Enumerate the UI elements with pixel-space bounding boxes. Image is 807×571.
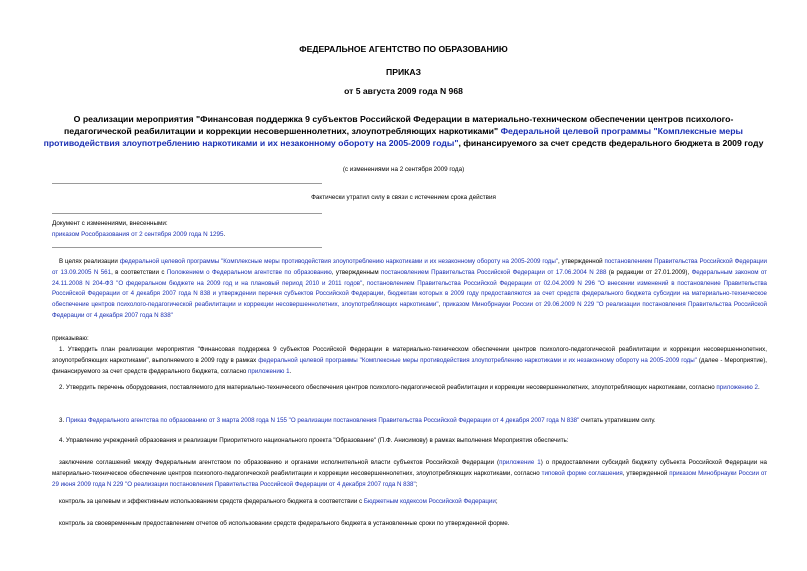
preamble-text: В целях реализации (59, 258, 120, 265)
p5-text: ; (415, 480, 418, 488)
divider-bottom (52, 247, 322, 248)
preamble-text: , (362, 279, 367, 287)
document-type: ПРИКАЗ (386, 67, 421, 77)
p5-link[interactable]: типовой форме соглашения (541, 469, 623, 477)
preamble-text: , утвержденной (558, 258, 605, 265)
p3-text: считать утратившим силу. (579, 417, 656, 424)
document-date-number: от 5 августа 2009 года N 968 (344, 86, 463, 96)
p1-text: (далее - Мероприятие), финансируемого за счет средств федерального бюджета, согласно (52, 356, 767, 375)
divider-middle (52, 213, 322, 214)
preamble-link[interactable]: федеральной целевой программы "Комплексные меры противодействия злоупотреблению наркотиками и их незаконному обороту на 2005-2009 годы" (119, 258, 559, 265)
paragraph-4: 4. Управлению учреждений образования и реализации Приоритетного национального проекта "Образование" (П.Ф. Анисимову) в рамках выполнения Мероприятия обеспечить: (59, 437, 569, 444)
status-note: Фактически утратил силу в связи с истечением срока действия (311, 194, 496, 201)
p3-link[interactable]: Приказ Федерального агентства по образованию от 3 марта 2008 года N 155 "О реализации постановления Правительства Российской Федерации от 4 декабря 2007 года N 838" (65, 417, 580, 424)
p2-link[interactable]: приложению 2 (716, 384, 758, 391)
order-word: приказываю: (52, 335, 89, 342)
changes-intro: Документ с изменениями, внесенными: (52, 220, 168, 227)
p5-link[interactable]: приказом Минобрнауки России от 29 июня 2009 года N 229 "О реализации постановления Правительства Российской Федерации от 4 декабря 2007 года N 838" (52, 469, 768, 488)
divider-top (52, 183, 322, 184)
p6-link[interactable]: Бюджетным кодексом Российской Федерации (363, 498, 496, 505)
paragraph-7: контроль за своевременным предоставлением отчетов об использовании средств федерального бюджета в установленные сроки по утвержденной форме. (59, 520, 510, 527)
p5-text: ) о предоставлении субсидий бюджету субъекта Российской Федерации на материально-техническое обеспечение центров психолого-педагогической реабилитации и коррекции несовершеннолетних, злоупотребляющих наркотиками, согласно (52, 459, 767, 477)
title-program-link[interactable]: Федеральной целевой программы "Комплексные меры противодействия злоупотреблению наркотиками и их незаконному обороту на 2005-2009 годы" (43, 126, 743, 148)
p5-text: , утвержденной (622, 469, 670, 477)
preamble-text: , (438, 301, 443, 309)
document-title (40, 113, 767, 149)
preamble-text: , утвержденным (331, 268, 382, 276)
paragraph-1 (52, 345, 767, 377)
changes-tail: . (223, 231, 226, 238)
p1-link[interactable]: приложению 1 (248, 367, 290, 375)
paragraph-3 (52, 416, 767, 427)
preamble-link[interactable]: постановлением Правительства Российской Федерации от 13.09.2005 N 561 (52, 258, 767, 276)
preamble-text: , в соответствии с (111, 268, 167, 276)
preamble-paragraph (52, 257, 767, 322)
p2-text: 2. Утвердить перечень оборудования, поставляемого для материально-технического обеспечения центров психолого-педагогической реабилитации и коррекции несовершеннолетних, злоупотребляющих наркотиками, согласно (59, 384, 717, 391)
amending-order-link[interactable]: приказом Рособразования от 2 сентября 2009 года N 1295 (52, 231, 224, 238)
changes-box (52, 218, 322, 240)
p1-text: . (289, 367, 292, 375)
agency-name: ФЕДЕРАЛЬНОЕ АГЕНТСТВО ПО ОБРАЗОВАНИЮ (299, 44, 508, 54)
title-text-end: , финансируемого за счет средств федерального бюджета в 2009 году (458, 138, 764, 148)
paragraph-5 (52, 458, 767, 490)
p5-link[interactable]: приложение 1 (499, 459, 541, 466)
p3-text: 3. (59, 417, 66, 424)
p6-text: контроль за целевым и эффективным использованием средств федерального бюджета в соответствии с (59, 498, 364, 505)
p5-text: заключение соглашений между Федеральным агентством по образованию и органами исполнительной власти субъектов Российской Федерации ( (59, 459, 500, 466)
preamble-link[interactable]: Федеральным законом от 24.11.2008 N 204-ФЗ "О федеральном бюджете на 2009 год и на плановый период 2010 и 2011 годов" (52, 268, 767, 287)
preamble-link[interactable]: постановлением Правительства Российской Федерации от 02.04.2009 N 296 "О внесении изменений в постановление Правительства Российской Федерации от 4 декабря 2007 года N 838 и утверждении перечня субъектов Российской Федерации, бюджетам которых в 2009 году предоставляются за счет средств федерального бюджета субсидии на материально-техническое обеспечение центров психолого-педагогической реабилитации и коррекции несовершеннолетних, злоупотребляющих наркотиками" (52, 279, 767, 309)
preamble-link[interactable]: Положением о Федеральном агентстве по образованию (166, 268, 332, 276)
p1-link[interactable]: федеральной целевой программы "Комплексные меры противодействия злоупотреблению наркотиками и их незаконному обороту на 2005-2009 годы" (258, 356, 697, 364)
revision-note: (с изменениями на 2 сентября 2009 года) (342, 166, 465, 173)
paragraph-2 (52, 383, 767, 394)
preamble-text: (в редакции от 27.01.2009), (606, 268, 692, 276)
p6-text: ; (495, 498, 498, 505)
preamble-link[interactable]: постановлением Правительства Российской Федерации от 17.06.2004 N 288 (381, 268, 607, 276)
preamble-link[interactable]: приказом Минобрнауки России от 29.06.2009 N 229 "О реализации постановления Правительства Российской Федерации от 4 декабря 2007 года N 838" (52, 301, 767, 319)
title-text-start: О реализации мероприятия "Финансовая поддержка 9 субъектов Российской Федерации в материально-техническом обеспечении центров психолого-педагогической реабилитации и коррекции несовершеннолетних, злоупотребляющих наркотиками" (64, 114, 734, 136)
p1-text: 1. Утвердить план реализации мероприятия "Финансовая поддержка 9 субъектов Российской Федерации в материально-техническом обеспечении центров психолого-педагогической реабилитации и коррекции несовершеннолетних, злоупотребляющих наркотиками", выполняемого в 2009 году в рамках (52, 346, 767, 364)
p2-text: . (757, 384, 760, 391)
paragraph-6 (52, 497, 767, 508)
